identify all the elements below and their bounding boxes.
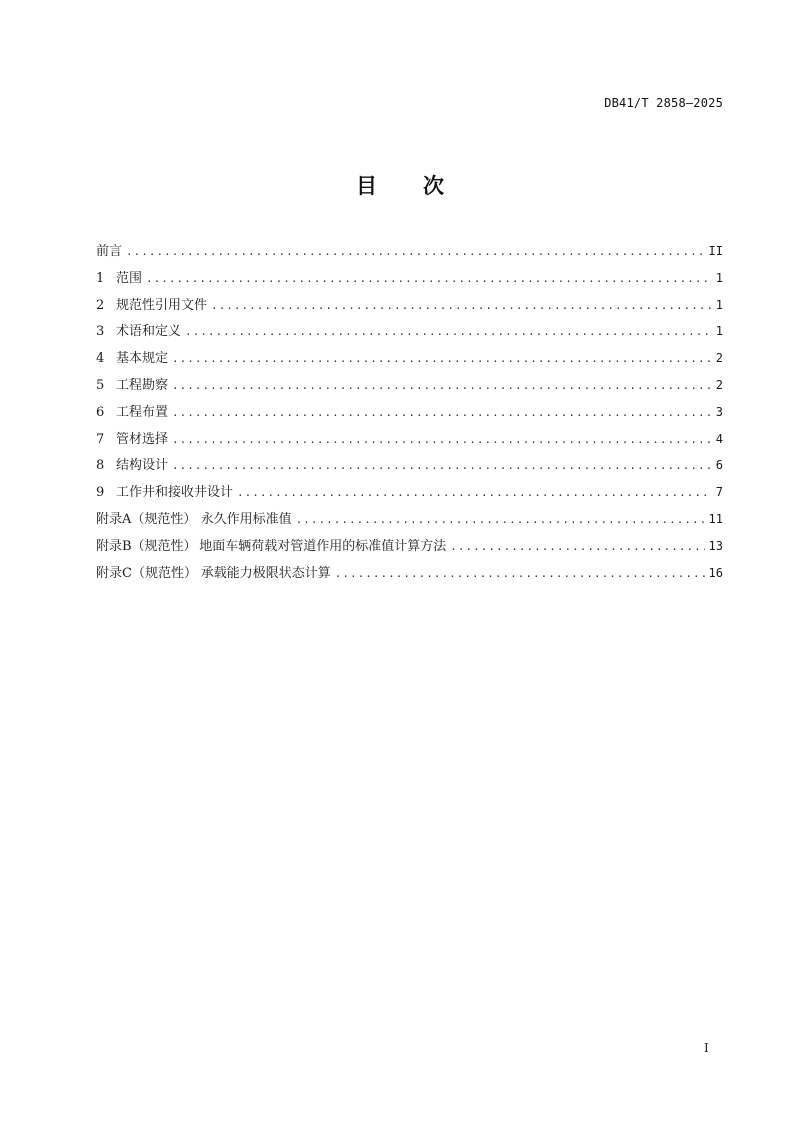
toc-entry-label: 永久作用标准值 [200, 511, 292, 527]
toc-entry-page: 11 [708, 511, 723, 526]
toc-entry-appendix-a[interactable] [96, 508, 723, 535]
appendix-prefix: 附录C（规范性） [96, 565, 197, 581]
toc-entry-3[interactable] [96, 320, 723, 347]
toc-entry-foreword[interactable] [96, 240, 723, 267]
dot-leader [185, 325, 711, 338]
document-code: DB41/T 2858—2025 [604, 96, 723, 110]
toc-entry-number: 7 [96, 431, 105, 447]
toc-entry-label: 范围 [116, 270, 143, 286]
toc-entry-number: 3 [96, 324, 105, 340]
dot-leader [335, 567, 705, 580]
dot-leader [237, 486, 711, 499]
dot-leader [211, 299, 711, 312]
toc-entry-label: 工程布置 [116, 404, 169, 420]
toc-entry-number: 5 [96, 377, 105, 393]
toc-entry-9[interactable] [96, 481, 723, 508]
toc-entry-5[interactable] [96, 374, 723, 401]
appendix-prefix: 附录A（规范性） [96, 511, 197, 527]
title-char-1: 目 [356, 174, 377, 198]
toc-entry-page: 1 [715, 324, 723, 339]
toc-entry-page: 6 [715, 458, 723, 473]
dot-leader [146, 272, 711, 285]
toc-entry-appendix-b[interactable] [96, 535, 723, 562]
dot-leader [172, 433, 711, 446]
toc-entry-label: 工程勘察 [116, 377, 169, 393]
dot-leader [172, 352, 711, 365]
toc-entry-4[interactable] [96, 347, 723, 374]
toc-entry-label: 管材选择 [116, 431, 169, 447]
title-char-2: 次 [423, 174, 444, 198]
toc-entry-page: II [708, 244, 723, 258]
toc-entry-8[interactable] [96, 454, 723, 481]
toc-entry-number: 9 [96, 485, 105, 501]
toc-entry-6[interactable] [96, 401, 723, 428]
toc-entry-number: 2 [96, 297, 105, 313]
toc-entry-page: 7 [715, 485, 723, 500]
toc-entry-label: 前言 [96, 244, 123, 259]
toc-entry-number: 4 [96, 351, 105, 367]
toc-entry-label: 基本规定 [116, 351, 169, 367]
toc-entry-2[interactable] [96, 294, 723, 321]
appendix-prefix: 附录B（规范性） [96, 538, 197, 554]
toc-entry-number: 6 [96, 404, 105, 420]
toc-entry-7[interactable] [96, 428, 723, 455]
dot-leader [296, 513, 705, 526]
toc-entry-label: 承载能力极限状态计算 [200, 565, 331, 581]
dot-leader [450, 540, 704, 553]
toc-entry-page: 13 [708, 538, 723, 553]
dot-leader [172, 459, 711, 472]
dot-leader [172, 379, 711, 392]
table-of-contents [96, 240, 723, 588]
toc-entry-1[interactable] [96, 267, 723, 294]
toc-entry-page: 1 [715, 297, 723, 312]
toc-entry-page: 16 [708, 565, 723, 580]
toc-entry-page: 1 [715, 270, 723, 285]
footer-page-number: I [704, 1041, 709, 1055]
page-title [0, 170, 800, 200]
toc-entry-page: 2 [715, 351, 723, 366]
toc-entry-number: 8 [96, 458, 105, 474]
toc-entry-page: 2 [715, 377, 723, 392]
dot-leader [126, 245, 705, 258]
dot-leader [172, 406, 711, 419]
toc-entry-page: 3 [715, 404, 723, 419]
toc-entry-label: 工作井和接收井设计 [116, 485, 234, 501]
toc-entry-page: 4 [715, 431, 723, 446]
toc-entry-label: 地面车辆荷载对管道作用的标准值计算方法 [199, 538, 447, 554]
toc-entry-number: 1 [96, 270, 105, 286]
toc-entry-label: 术语和定义 [116, 324, 182, 340]
toc-entry-label: 规范性引用文件 [116, 297, 208, 313]
toc-entry-label: 结构设计 [116, 458, 169, 474]
toc-entry-appendix-c[interactable] [96, 562, 723, 589]
